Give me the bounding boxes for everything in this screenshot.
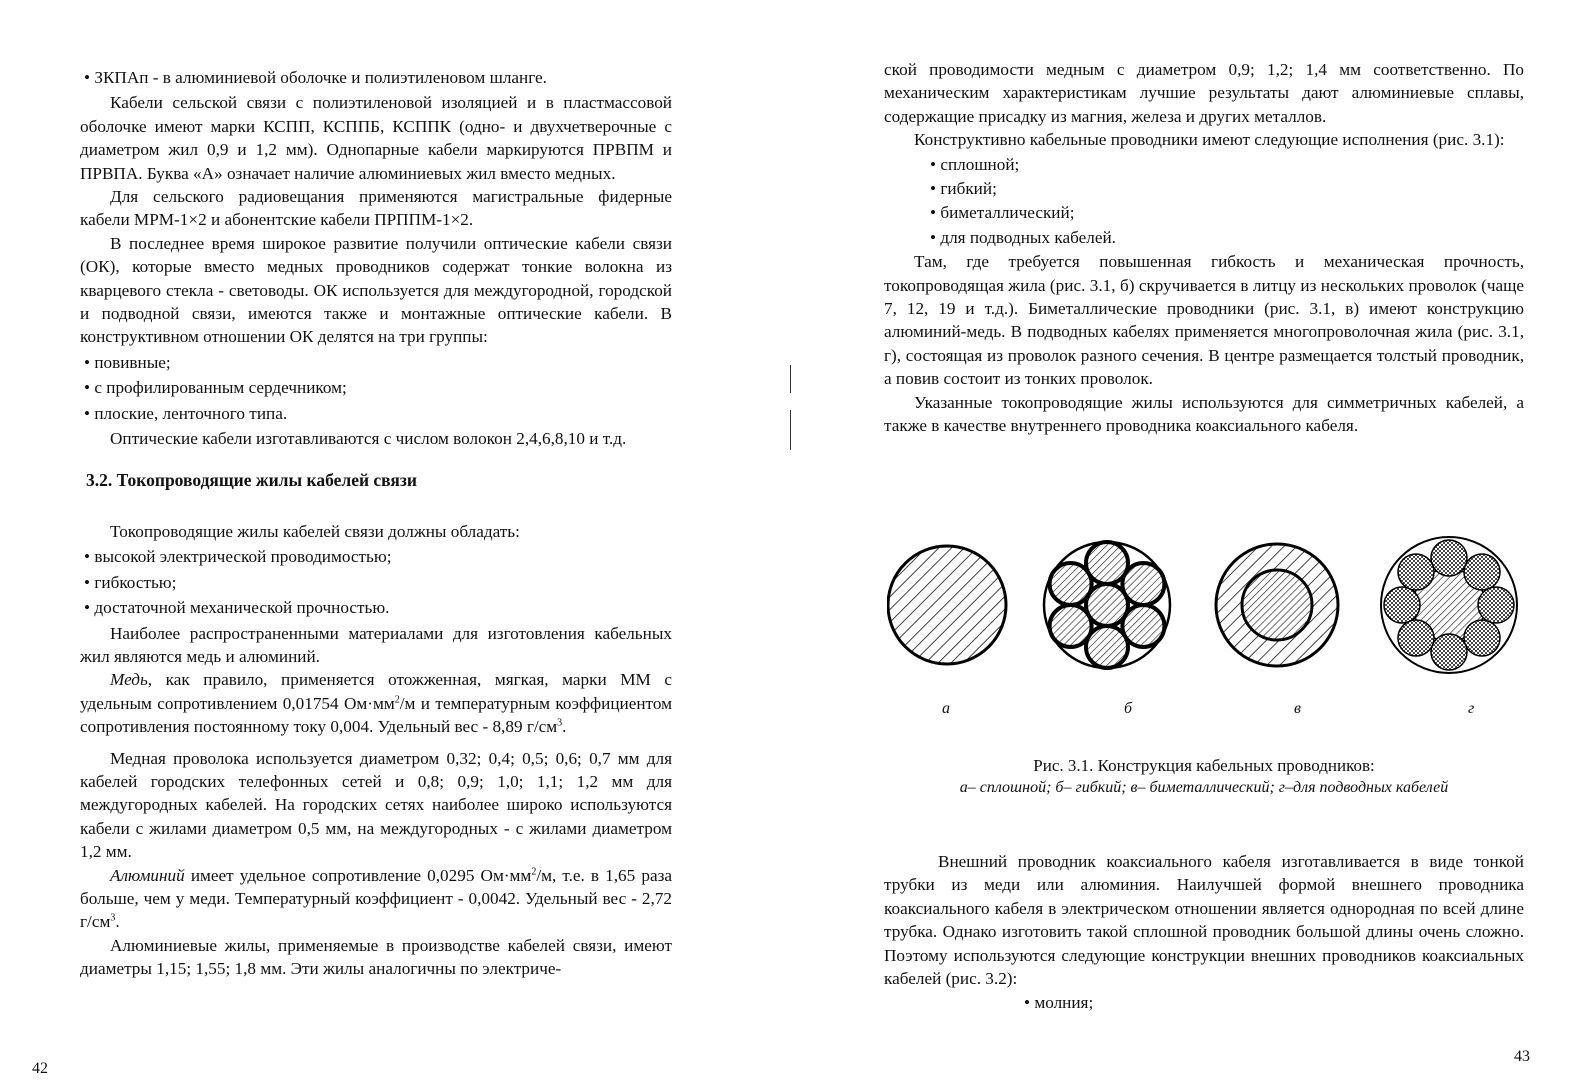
solid-conductor-diagram	[888, 546, 1006, 664]
paragraph: Кабели сельской связи с полиэтиленовой изоляцией и в пластмассовой оболочке имеют марки КСПП, КСППБ, КСППК (одно- и двухчетверочные с диаметром жил 0,9 и 1,2 мм). Однопарные кабели маркируются ПРВПМ и ПРВПА. Буква «А» означает наличие алюминиевых жил вместо медных.	[80, 93, 672, 183]
superscript: 2	[531, 865, 537, 877]
paragraph: Указанные токопроводящие жилы используются для симметричных кабелей, а также в качестве внутреннего проводника коаксиального кабеля.	[884, 392, 1524, 436]
scan-artifact	[790, 410, 791, 450]
text-span: имеет удельное сопротивление 0,0295 Ом·мм	[184, 865, 532, 885]
paragraph: ской проводимости медным с диаметром 0,9; 1,2; 1,4 мм соответственно. По механическим характеристикам лучшие результаты дают алюминиевые сплавы, содержащие присадку из магния, железа и других металлов.	[884, 60, 1524, 126]
term-emphasis: Медь,	[110, 670, 153, 690]
list-item: • повивные;	[84, 351, 672, 374]
section-heading: 3.2. Токопроводящие жилы кабелей связи	[86, 469, 417, 490]
superscript: 3	[557, 717, 563, 729]
list-item: • биметаллический;	[930, 201, 1524, 224]
list-item: • молния;	[1024, 991, 1524, 1014]
text-span: /м и температурным коэффициентом сопротивления постоянному току 0,004. Удельный вес - 8,89 г/см	[80, 693, 672, 737]
stranded-conductor-diagram	[1044, 542, 1170, 668]
list-item: • плоские, ленточного типа.	[84, 402, 672, 425]
paragraph: Там, где требуется повышенная гибкость и механическая прочность, токопроводящая жила (рис. 3.1, б) скручивается в литцу из нескольких проволок (чаще 7, 12, 19 и т.д.). Биметаллические проводники (рис. 3.1, в) имеют конструкцию алюминий-медь. В подводных кабелях применяется многопроволочная жила (рис. 3.1, г), состоящая из проволок разного сечения. В центре размещается толстый проводник, а повив состоит из тонких проволок.	[884, 252, 1524, 389]
paragraph: Медь, как правило, применяется отожженная, мягкая, марки ММ с удельным сопротивлением 0,01754 $Ом\cdot мм^2/м$ и температурным коэффициентом сопротивления постоянному току 0,004. Удельный вес - 8,89 $г/см^3$.	[80, 670, 672, 737]
underwater-conductor-diagram	[1381, 537, 1517, 673]
figure-label: г	[1468, 700, 1475, 717]
paragraph: Оптические кабели изготавливаются с числом волокон 2,4,6,8,10 и т.д.	[110, 429, 627, 449]
paragraph: Токопроводящие жилы кабелей связи должны обладать:	[110, 521, 520, 541]
paragraph: Конструктивно кабельные проводники имеют следующие исполнения (рис. 3.1):	[914, 130, 1505, 150]
scan-artifact	[790, 365, 791, 393]
bimetallic-conductor-diagram	[1216, 544, 1338, 666]
paragraph: Алюминиевые жилы, применяемые в производстве кабелей связи, имеют диаметры 1,15; 1,55; 1,8 мм. Эти жилы аналогичны по электриче-	[80, 935, 672, 979]
right-page	[792, 0, 1584, 1088]
conductor-figure	[887, 510, 1527, 700]
figure-label: а	[942, 700, 950, 717]
term-emphasis: Алюминий	[110, 865, 185, 885]
paragraph: Наиболее распространенными материалами для изготовления кабельных жил являются медь и алюминий.	[80, 623, 672, 666]
list-item: • для подводных кабелей.	[930, 226, 1524, 249]
page-number: 42	[32, 1060, 48, 1077]
list-item: • сплошной;	[930, 153, 1524, 176]
paragraph: Алюминий имеет удельное сопротивление 0,0295 $Ом\cdot мм^2/м$, т.е. в 1,65 раза больше, чем у меди. Температурный коэффициент - 0,0042. Удельный вес - 2,72 $г/см^3$.	[80, 865, 672, 932]
paragraph: Медная проволока используется диаметром 0,32; 0,4; 0,5; 0,6; 0,7 мм для кабелей городских телефонных сетей и 0,8; 0,9; 1,0; 1,1; 1,2 мм для междугородных кабелей. На городских сетях наиболее широко используются кабели с жилами диаметром 0,5 мм, на междугородных - с жилами диаметром 1,2 мм.	[80, 748, 672, 862]
paragraph: В последнее время широкое развитие получили оптические кабели связи (ОК), которые вместо медных проводников содержат тонкие волокна из кварцевого стекла - световоды. ОК используется для междугородной, городской и подводной связи, имеются также и монтажные оптические кабели. В конструктивном отношении ОК делятся на три группы:	[80, 233, 672, 347]
list-item: • достаточной механической прочностью.	[84, 596, 672, 619]
figure-label: в	[1294, 700, 1301, 717]
text-span: /м, т.е. в 1,65 раза больше, чем у меди. Температурный коэффициент - 0,0042. Удельный вес - 2,72 г/см	[80, 865, 672, 932]
list-item: • высокой электрической проводимостью;	[84, 545, 672, 568]
caption-title: Рис. 3.1. Конструкция кабельных проводников:	[1033, 756, 1375, 775]
caption-subtitle: а– сплошной; б– гибкий; в– биметаллический; г–для подводных кабелей	[959, 779, 1449, 796]
text-span: как правило, применяется отожженная, мягкая, марки ММ с удельным сопротивлением 0,01754 Ом·мм	[80, 670, 672, 713]
page-number: 43	[1514, 1048, 1530, 1065]
figure-label: б	[1124, 700, 1133, 717]
paragraph: • ЗКПАп - в алюминиевой оболочке и полиэтиленовом шланге.	[84, 66, 672, 89]
list-item: • с профилированным сердечником;	[84, 376, 672, 399]
right-page-text	[884, 58, 1524, 438]
superscript: 3	[110, 912, 116, 924]
paragraph: Для сельского радиовещания применяются магистральные фидерные кабели МРМ-1×2 и абонентские кабели ПРППМ-1×2.	[80, 187, 672, 230]
paragraph: Внешний проводник коаксиального кабеля изготавливается в виде тонкой трубки из меди или алюминия. Наилучшей формой внешнего проводника коаксиального кабеля в электрическом отношении является однородная по всей длине трубка. Однако изготовить такой сплошной проводник большой длины очень сложно. Поэтому используются следующие конструкции внешних проводников коаксиальных кабелей (рис. 3.2):	[884, 852, 1524, 989]
right-page-text-bottom	[884, 850, 1524, 1016]
figure-caption	[884, 755, 1524, 799]
superscript: 2	[394, 694, 400, 706]
list-item: • гибкостью;	[84, 571, 672, 594]
left-page-text	[80, 64, 672, 981]
list-item: • гибкий;	[930, 177, 1524, 200]
